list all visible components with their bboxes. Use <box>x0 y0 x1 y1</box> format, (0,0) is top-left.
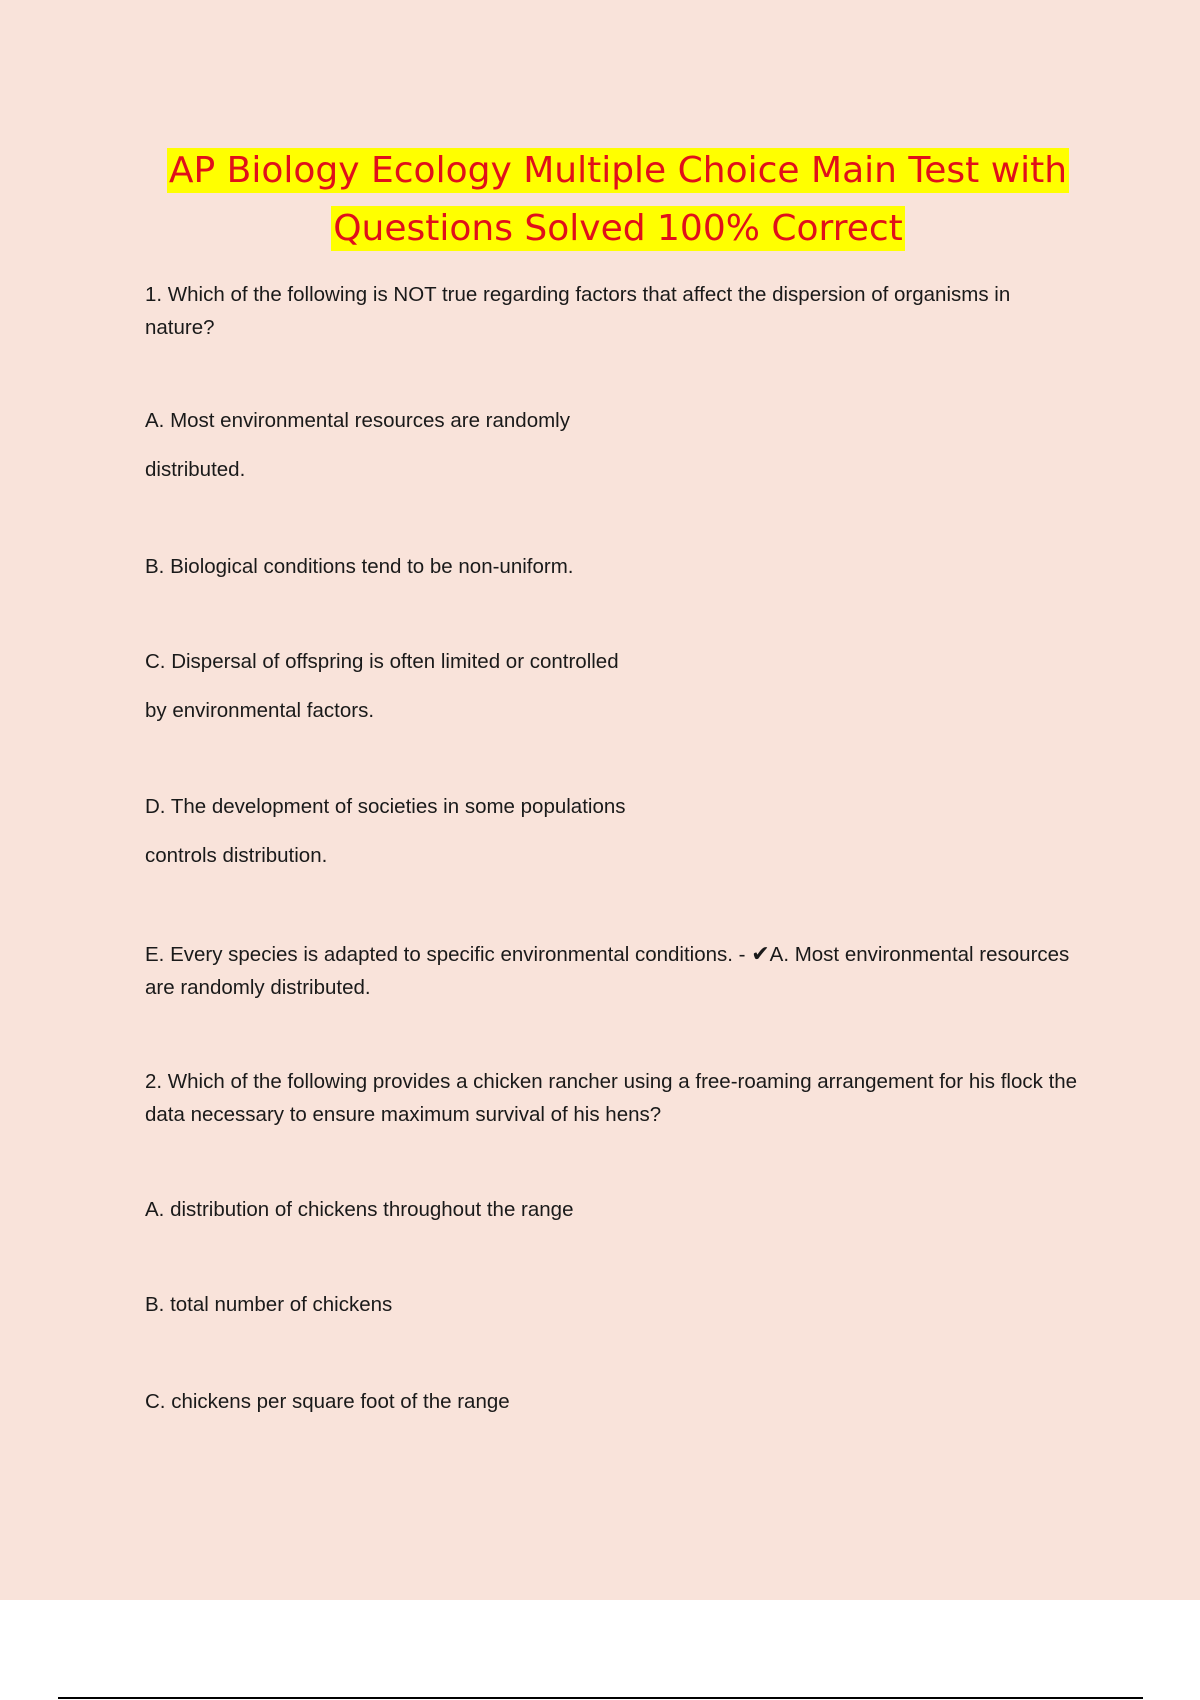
footer-divider <box>58 1697 1143 1699</box>
question-1-option-d-line2: controls distribution. <box>145 844 328 867</box>
checkmark-icon: ✔ <box>751 942 770 967</box>
question-2-option-c: C. chickens per square foot of the range <box>145 1390 510 1413</box>
question-1-answer: A. Most environmental resources are randomly distributed. <box>145 943 1070 999</box>
question-1-option-d-line1: D. The development of societies in some populations <box>145 795 626 818</box>
question-2-option-b: B. total number of chickens <box>145 1293 393 1316</box>
document-title <box>0 142 1200 258</box>
question-2-option-a: A. distribution of chickens throughout the range <box>145 1198 574 1221</box>
question-2-prompt: 2. Which of the following provides a chicken rancher using a free-roaming arrangement for his flock the data necessary to ensure maximum survival of his hens? <box>145 1070 1078 1126</box>
question-1-option-b: B. Biological conditions tend to be non-uniform. <box>145 555 574 578</box>
question-1-option-c-line1: C. Dispersal of offspring is often limited or controlled <box>145 650 619 673</box>
question-1-option-e: E. Every species is adapted to specific environmental conditions. - <box>145 943 752 966</box>
question-1-option-a-line2: distributed. <box>145 458 246 481</box>
title-line-2: Questions Solved 100% Correct <box>333 208 903 249</box>
question-1-option-c-line2: by environmental factors. <box>145 699 375 722</box>
question-1-option-a-line1: A. Most environmental resources are randomly <box>145 409 570 432</box>
title-line-1: AP Biology Ecology Multiple Choice Main Test with <box>168 150 1068 191</box>
question-1-prompt: 1. Which of the following is NOT true regarding factors that affect the dispersion of organisms in nature? <box>145 283 1011 339</box>
question-1-option-e-with-answer <box>145 938 1085 1004</box>
